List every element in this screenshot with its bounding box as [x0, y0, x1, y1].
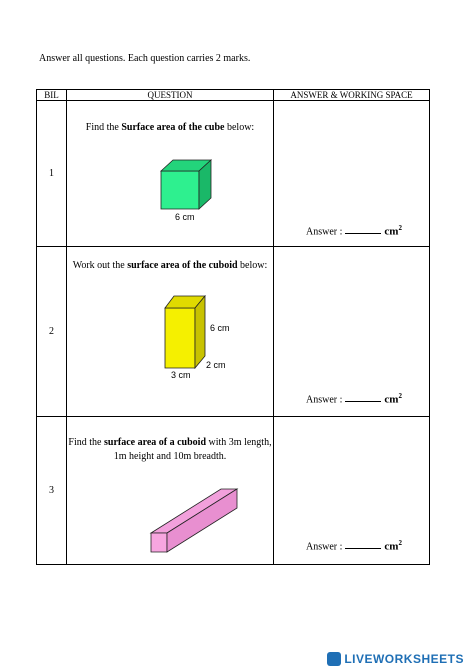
header-bil: BIL — [37, 90, 67, 101]
cuboid-figure — [163, 294, 213, 370]
answer-blank[interactable] — [345, 224, 381, 234]
question-cell — [67, 101, 274, 247]
long-cuboid-figure — [149, 486, 241, 556]
answer-line: Answer : $cm^2$ — [306, 392, 402, 406]
answer-cell[interactable] — [274, 101, 430, 247]
question-number: 1 — [37, 101, 67, 247]
question-text: Work out the surface area of the cuboid below: — [72, 260, 268, 271]
answer-cell[interactable] — [274, 417, 430, 565]
question-number: 3 — [37, 417, 67, 565]
question-row-2 — [37, 247, 430, 417]
header-answer: ANSWER & WORKING SPACE — [274, 90, 430, 101]
cube-side-label: 6 cm — [175, 212, 195, 222]
instructions: Answer all questions. Each question carries 2 marks. — [39, 53, 251, 64]
brand-name: LIVEWORKSHEETS — [344, 652, 464, 666]
answer-line: Answer : $cm^2$ — [306, 539, 402, 553]
cuboid-width-label: 3 cm — [171, 370, 191, 380]
question-text: Find the Surface area of the cube below: — [85, 122, 255, 133]
footer-logo[interactable] — [327, 652, 464, 666]
answer-cell[interactable] — [274, 247, 430, 417]
liveworksheets-logo-icon — [327, 652, 341, 666]
question-row-3 — [37, 417, 430, 565]
question-text: Find the surface area of a cuboid with 3m length, 1m height and 10m breadth. — [68, 437, 272, 462]
cuboid-height-label: 6 cm — [210, 323, 230, 333]
question-cell — [67, 417, 274, 565]
table-header-row — [37, 90, 430, 101]
question-number: 2 — [37, 247, 67, 417]
question-row-1 — [37, 101, 430, 247]
answer-blank[interactable] — [345, 539, 381, 549]
worksheet-table — [36, 89, 430, 565]
answer-blank[interactable] — [345, 392, 381, 402]
cuboid-depth-label: 2 cm — [206, 360, 226, 370]
cube-figure — [159, 158, 219, 210]
header-question: QUESTION — [67, 90, 274, 101]
answer-line: Answer : $cm^2$ — [306, 224, 402, 238]
question-cell — [67, 247, 274, 417]
